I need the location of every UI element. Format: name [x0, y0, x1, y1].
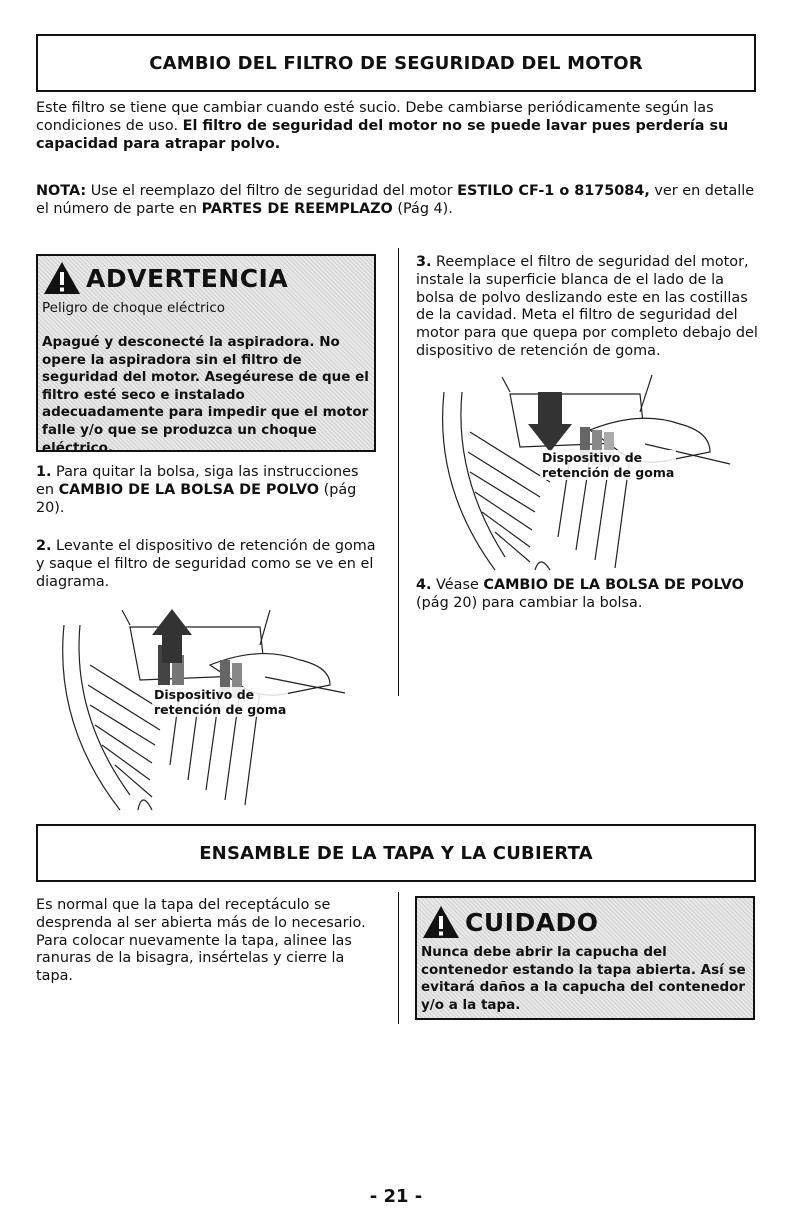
section-header-lid-assembly	[36, 824, 756, 882]
warning-subtitle: Peligro de choque eléctrico	[42, 300, 226, 316]
intro-plain: Este filtro se tiene que cambiar cuando esté sucio. Debe cambiarse periódicamente según las condiciones de uso.	[36, 100, 714, 134]
intro-paragraph	[36, 100, 756, 153]
callout-line-2: retención de goma	[542, 465, 675, 480]
step-2	[36, 538, 376, 591]
caution-body: Nunca debe abrir la capucha del contenedor estando la tapa abierta. Así se evitará daños a la capucha del contenedor y/o a la tapa.	[421, 944, 746, 1013]
figure-replace-filter	[440, 372, 735, 572]
warning-triangle-icon	[42, 260, 82, 296]
step-text: Levante el dispositivo de retención de goma y saque el filtro de seguridad como se ve en el diagrama.	[36, 538, 376, 590]
nota-parts-ref: PARTES DE REEMPLAZO	[201, 200, 393, 217]
callout-line-2: retención de goma	[154, 702, 287, 717]
step-4	[416, 577, 761, 613]
step-ref: CAMBIO DE LA BOLSA DE POLVO	[58, 481, 320, 498]
nota-text: Use el reemplazo del filtro de seguridad del motor	[86, 183, 458, 199]
nota-style-code: ESTILO CF-1 o 8175084,	[457, 183, 650, 199]
callout-line-1: Dispositivo de	[154, 687, 255, 702]
nota-text: ver en detalle el número de parte en	[36, 183, 755, 217]
step-text: (pág 20).	[36, 481, 357, 516]
caution-title-row	[417, 902, 753, 942]
step-text: Véase	[431, 577, 484, 593]
section-title: ENSAMBLE DE LA TAPA Y LA CUBIERTA	[199, 842, 593, 864]
step-1	[36, 464, 376, 517]
nota-text: (Pág 4).	[392, 200, 453, 217]
intro-bold: El filtro de seguridad del motor no se puede lavar pues perdería su capacidad para atrapar polvo.	[36, 117, 729, 152]
step-text: Para quitar la bolsa, siga las instrucciones en	[36, 464, 359, 498]
step-number: 4.	[416, 577, 432, 593]
section-header-motor-filter	[36, 34, 756, 92]
section-title: CAMBIO DEL FILTRO DE SEGURIDAD DEL MOTOR	[149, 52, 643, 74]
nota-label: NOTA:	[36, 183, 87, 199]
figure-callout-label	[152, 687, 288, 717]
caution-box	[415, 896, 755, 1020]
warning-box	[36, 254, 376, 456]
step-number: 1.	[36, 464, 52, 480]
column-divider	[398, 892, 399, 1024]
step-text: Reemplace el filtro de seguridad del motor, instale la superficie blanca de el lado de la bolsa de polvo deslizando este en las costillas de la cavidad. Meta el filtro de seguridad del motor para que quepa por completo debajo del dispositivo de retención de goma.	[416, 254, 758, 359]
step-ref: CAMBIO DE LA BOLSA DE POLVO	[483, 577, 744, 593]
lid-paragraph	[36, 897, 376, 986]
caution-title: CUIDADO	[465, 907, 599, 937]
column-divider	[398, 248, 399, 696]
step-number: 2.	[36, 538, 52, 554]
nota-paragraph	[36, 183, 756, 219]
step-number: 3.	[416, 254, 432, 270]
callout-line-1: Dispositivo de	[542, 450, 643, 465]
warning-title: ADVERTENCIA	[86, 263, 289, 293]
page-number: - 21 -	[369, 1186, 423, 1207]
step-3	[416, 254, 761, 361]
lid-text: Es normal que la tapa del receptáculo se desprenda al ser abierta más de lo necesario. Para colocar nuevamente la tapa, alinee las ranuras de la bisagra, insértelas y cierre la tapa.	[36, 897, 366, 985]
warning-body: Apagué y desconecté la aspiradora. No opere la aspiradora sin el filtro de seguridad del motor. Asegéurese de que el filtro esté seco e instalado adecuadamente para impedir que el motor falle y/o que se produzca un choque eléctrico.	[42, 334, 369, 456]
figure-remove-filter	[60, 605, 350, 815]
warning-title-row	[38, 256, 374, 300]
step-text: (pág 20) para cambiar la bolsa.	[416, 594, 643, 611]
figure-callout-label	[540, 450, 676, 480]
warning-triangle-icon	[421, 904, 461, 940]
